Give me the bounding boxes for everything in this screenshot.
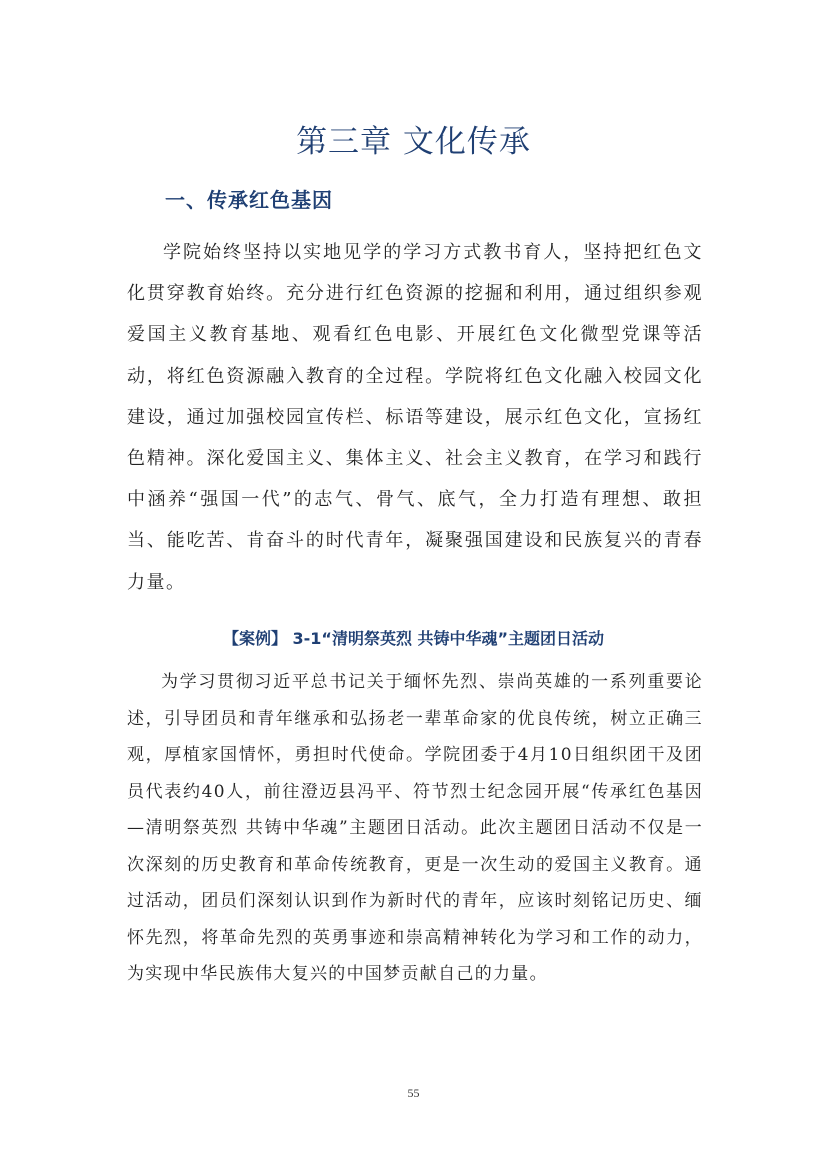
case-paragraph: 为学习贯彻习近平总书记关于缅怀先烈、崇尚英雄的一系列重要论述，引导团员和青年继承和弘扬老一辈革命家的优良传统，树立正确三观，厚植家国情怀，勇担时代使命。学院团委于4月10日组织团干及团员代表约40人，前往澄迈县冯平、符节烈士纪念园开展“传承红色基因—清明祭英烈 共铸中华魂”主题团日活动。此次主题团日活动不仅是一次深刻的历史教育和革命传统教育，更是一次生动的爱国主义教育。通过活动，团员们深刻认识到作为新时代的青年，应该时刻铭记历史、缅怀先烈，将革命先烈的英勇事迹和崇高精神转化为学习和工作的动力，为实现中华民族伟大复兴的中国梦贡献自己的力量。 [127, 672, 703, 984]
page-number: 55 [407, 1086, 420, 1100]
section-paragraph: 学院始终坚持以实地见学的学习方式教书育人，坚持把红色文化贯穿教育始终。充分进行红色资源的挖掘和利用，通过组织参观爱国主义教育基地、观看红色电影、开展红色文化微型党课等活动，将红色资源融入教育的全过程。学院将红色文化融入校园文化建设，通过加强校园宣传栏、标语等建设，展示红色文化，宣扬红色精神。深化爱国主义、集体主义、社会主义教育，在学习和践行中涵养“强国一代”的志气、骨气、底气，全力打造有理想、敢担当、能吃苦、肯奋斗的时代青年，凝聚强国建设和民族复兴的青春力量。 [127, 242, 703, 593]
case-title: 【案例】 3-1“清明祭英烈 共铸中华魂”主题团日活动 [222, 629, 605, 648]
section-heading: 一、传承红色基因 [165, 188, 333, 212]
chapter-title: 第三章 文化传承 [296, 124, 531, 160]
